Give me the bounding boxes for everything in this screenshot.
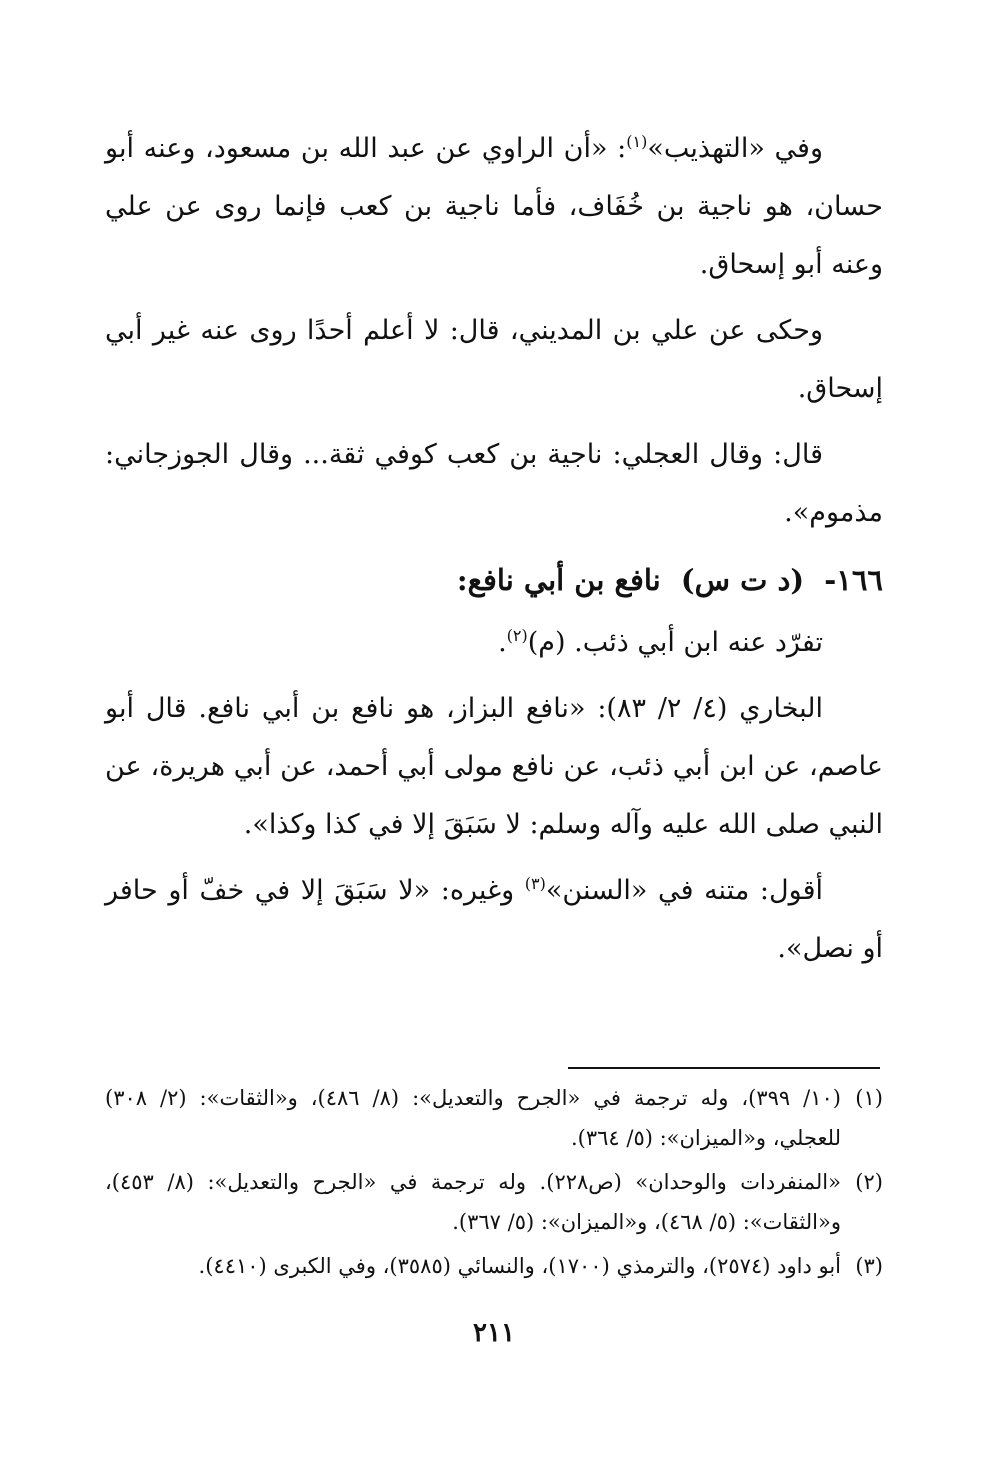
- footnote-ref-2[interactable]: (٢): [506, 626, 528, 645]
- paragraph-text: أقول: متنه في «السنن»: [545, 875, 824, 906]
- paragraph-text: : «أن الراوي عن عبد الله بن مسعود، وعنه أبو حسان، هو ناجية بن خُفَاف، فأما ناجية بن كعب فإنما روى عن علي وعنه أبو إسحاق.: [105, 133, 883, 280]
- page-body: [105, 120, 883, 986]
- entry-name: نافع بن أبي نافع:: [456, 563, 661, 597]
- paragraph-text: تفرّد عنه ابن أبي ذئب. (م): [527, 627, 823, 658]
- paragraph-ijli: قال: وقال العجلي: ناجية بن كعب كوفي ثقة... وقال الجوزجاني: مذموم».: [105, 439, 883, 528]
- paragraph-tahdhib-quote: [105, 120, 883, 294]
- footnote-text: أبو داود (٢٥٧٤)، والترمذي (١٧٠٠)، والنسائي (٣٥٨٥)، وفي الكبرى (٤٤١٠).: [198, 1254, 841, 1278]
- page-number: ٢١١: [473, 1318, 515, 1348]
- paragraph-ibn-madini: وحكى عن علي بن المديني، قال: لا أعلم أحدًا روى عنه غير أبي إسحاق.: [105, 315, 883, 404]
- footnote-2: [105, 1162, 883, 1242]
- entry-codes: (د ت س): [680, 563, 805, 597]
- paragraph-bukhari: البخاري (٤/ ٢/ ٨٣): «نافع البزاز، هو نافع بن أبي نافع. قال أبو عاصم، عن ابن أبي ذئب، عن نافع مولى أبي أحمد، عن أبي هريرة، عن النبي صلى الله عليه وآله وسلم: لا سَبَقَ إلا في كذا وكذا».: [105, 693, 883, 840]
- paragraph-text: .: [498, 627, 507, 658]
- footnote-number: (٣): [855, 1254, 883, 1278]
- footnote-ref-1[interactable]: (١): [626, 132, 648, 151]
- footnote-text: «المنفردات والوحدان» (ص٢٢٨). وله ترجمة في «الجرح والتعديل»: (٨/ ٤٥٣)، و«الثقات»: (٥/ ٤٦٨)، و«الميزان»: (٥/ ٣٦٧).: [105, 1170, 841, 1234]
- footnote-ref-3[interactable]: (٣): [524, 874, 546, 893]
- entry-number: ١٦٦-: [824, 563, 883, 597]
- paragraph-tafarrud: [105, 614, 883, 672]
- footnote-divider: [568, 1067, 880, 1069]
- footnote-3: [105, 1246, 883, 1286]
- footnote-number: (١): [855, 1086, 883, 1110]
- paragraph-aqul: [105, 862, 883, 978]
- entry-heading: [105, 550, 883, 610]
- footnote-text: (١٠/ ٣٩٩)، وله ترجمة في «الجرح والتعديل»: (٨/ ٤٨٦)، و«الثقات»: (٢/ ٣٠٨) للعجلي، و«الميزان»: (٥/ ٣٦٤).: [105, 1086, 841, 1150]
- footnote-1: [105, 1078, 883, 1158]
- footnotes: [105, 1078, 883, 1290]
- paragraph-text: وغيره: «لا سَبَقَ إلا في خفّ أو حافر أو نصل».: [105, 875, 883, 964]
- footnote-number: (٢): [855, 1170, 883, 1194]
- paragraph-text: وفي «التهذيب»: [647, 133, 824, 164]
